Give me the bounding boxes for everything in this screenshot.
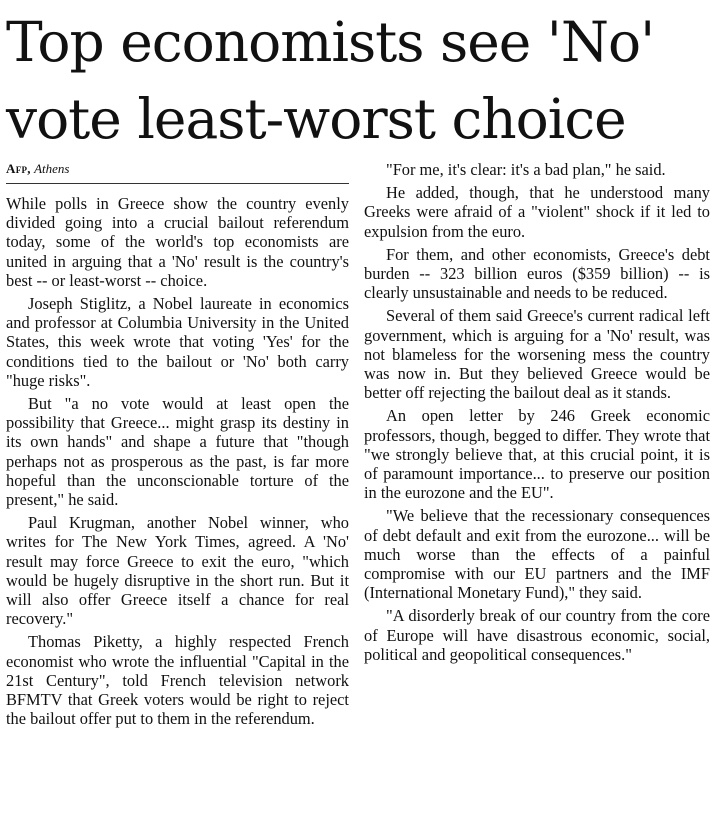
- article-paragraph: While polls in Greece show the country evenly divided going into a crucial bailout referendum today, some of the world's top economists are united in arguing that a 'No' result is the country's best -- or least-worst -- choice.: [6, 194, 349, 290]
- article-paragraph: Thomas Piketty, a highly respected French economist who wrote the influential "Capital in the 21st Century", told French television network BFMTV that Greek voters would be right to reject the bailout offer put to them in the referendum.: [6, 632, 349, 729]
- article-paragraph: "For me, it's clear: it's a bad plan," he said.: [386, 160, 666, 179]
- headline: [6, 4, 718, 158]
- article-paragraph: He added, though, that he understood many Greeks were afraid of a "violent" shock if it led to expulsion from the euro.: [364, 183, 710, 241]
- article-column-left: [6, 160, 349, 732]
- headline-line-2: vote least-worst choice: [6, 87, 626, 151]
- byline-agency: Afp,: [6, 161, 31, 176]
- headline-line-1: Top economists see 'No': [6, 10, 655, 74]
- article-paragraph: But "a no vote would at least open the possibility that Greece... might grasp its destiny in its own hands" and shape a future that "though perhaps not as prosperous as the past, is far more hopeful than the unconscionable torture of the present," he said.: [6, 394, 349, 510]
- article-paragraph: "A disorderly break of our country from the core of Europe will have disastrous economic, social, political and geopolitical consequences.": [364, 606, 710, 664]
- article-paragraph: Several of them said Greece's current radical left government, which is arguing for a 'No' result, was not blameless for the worsening mess the country was now in. But they believed Greece would be better off rejecting the bailout deal as it stands.: [364, 306, 710, 403]
- byline-place: Athens: [34, 161, 70, 176]
- article-paragraph: For them, and other economists, Greece's debt burden -- 323 billion euros ($359 billion) -- is clearly unsustainable and needs to be reduced.: [364, 244, 710, 303]
- article-paragraph: Paul Krugman, another Nobel winner, who writes for The New York Times, agreed. A 'No' result may force Greece to exit the euro, "which would be hugely disruptive in the short run. But it will also offer Greece itself a chance for real recovery.": [6, 513, 349, 629]
- article-paragraph: Joseph Stiglitz, a Nobel laureate in economics and professor at Columbia University in the United States, this week wrote that voting 'Yes' for the conditions tied to the bailout or 'No' both carry "huge risks".: [6, 294, 349, 390]
- article-paragraph: An open letter by 246 Greek economic professors, though, begged to differ. They wrote that "we strongly believe that, at this crucial point, it is of paramount importance... to preserve our position in the eurozone and the EU".: [364, 406, 710, 503]
- article-paragraph: "We believe that the recessionary consequences of debt default and exit from the eurozone... will be much worse than the effects of a painful compromise with our EU partners and the IMF (International Monetary Fund)," they said.: [364, 506, 710, 603]
- byline: [6, 160, 349, 184]
- article-column-right: [364, 160, 710, 668]
